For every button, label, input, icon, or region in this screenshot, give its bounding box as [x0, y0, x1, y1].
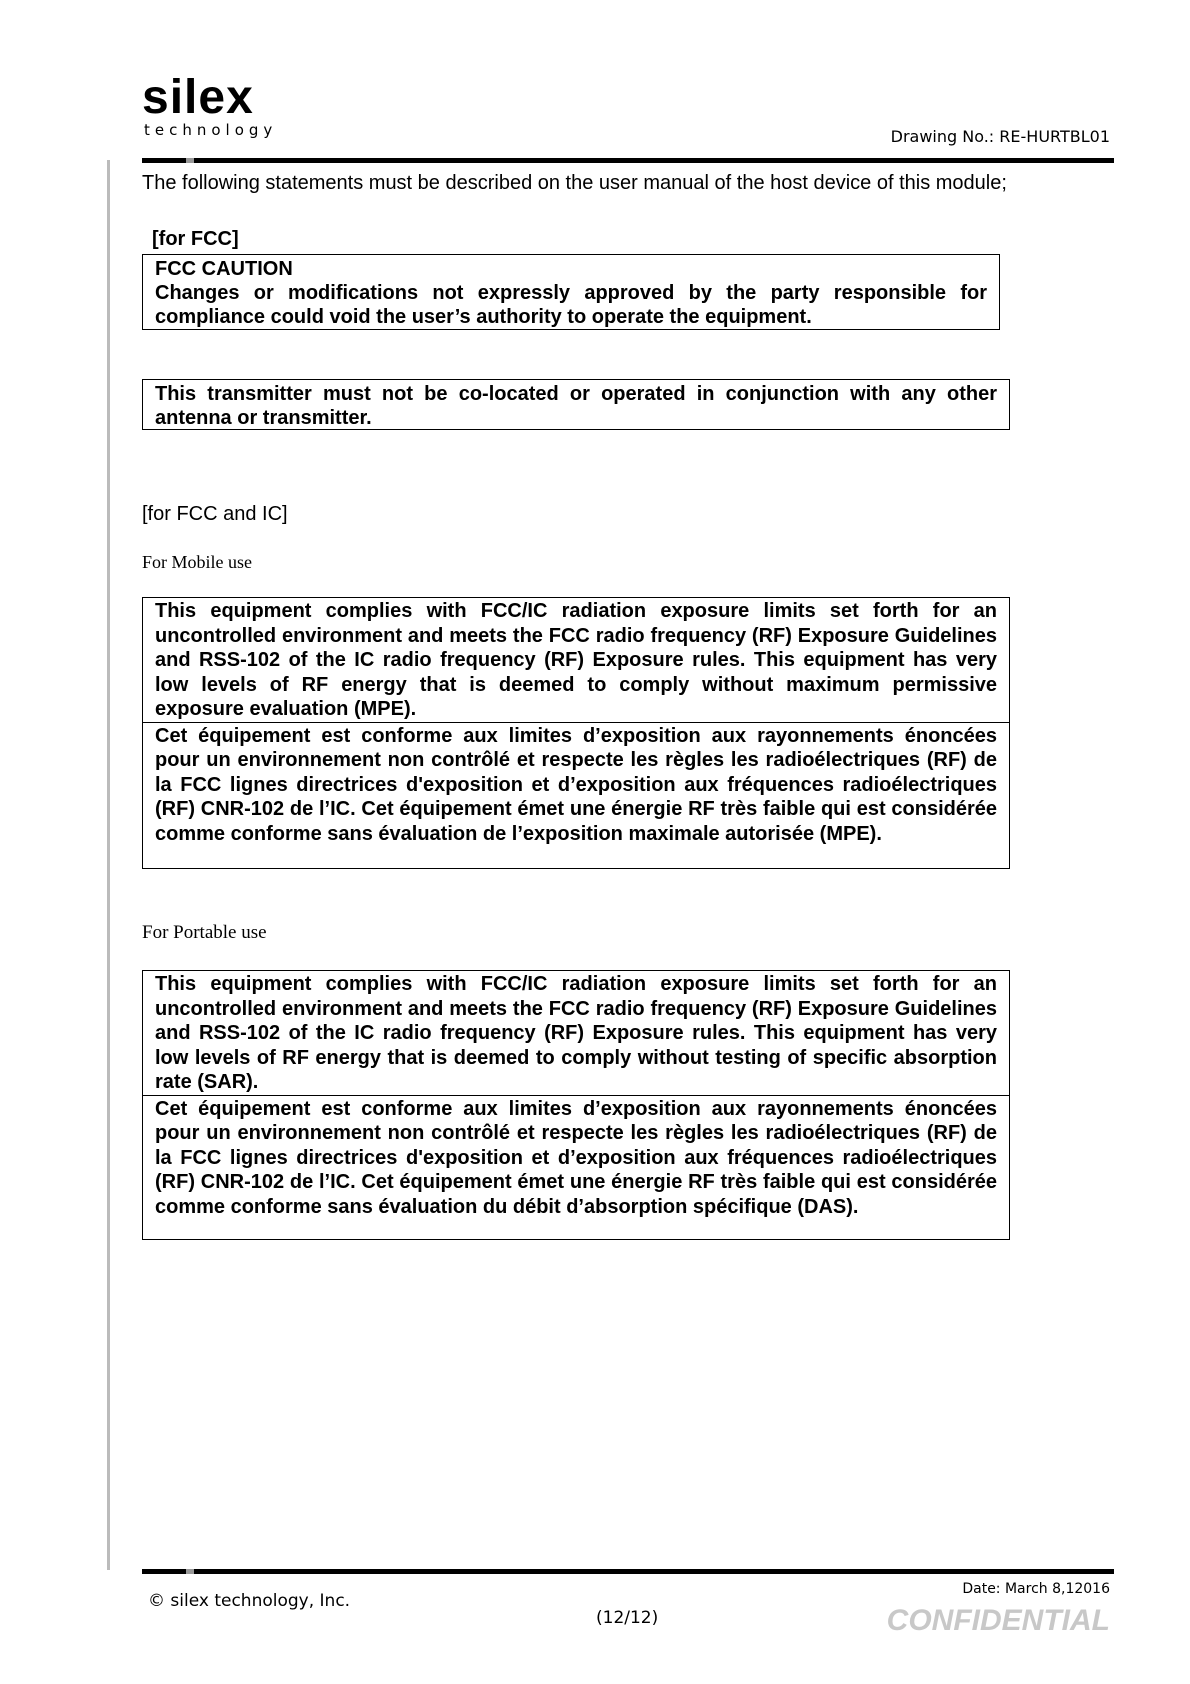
intro-statement: The following statements must be described on the user manual of the host device of this module;	[142, 172, 1007, 194]
mobile-exposure-box	[142, 597, 1010, 869]
portable-english-text: This equipment complies with FCC/IC radiation exposure limits set forth for an uncontrolled environment and meets the FCC radio frequency (RF) Exposure Guidelines and RSS-102 of the IC radio frequency (RF) Exposure rules. This equipment has very low levels of RF energy that is deemed to comply without testing of specific absorption rate (SAR).	[155, 973, 997, 1093]
confidential-mark: CONFIDENTIAL	[886, 1604, 1110, 1637]
portable-use-label: For Portable use	[142, 922, 267, 943]
portable-french-text: Cet équipement est conforme aux limites d’exposition aux rayonnements énoncées pour un environnement non contrôlé et respecte les règles les radioélectriques (RF) de la FCC lignes directrices d'exposition et d’exposition aux fréquences radioélectriques (RF) CNR-102 de l’IC. Cet équipement émet une énergie RF très faible qui est considérée comme conforme sans évaluation du débit d’absorption spécifique (DAS).	[143, 1095, 1009, 1220]
fcc-caution-box	[142, 254, 1000, 330]
footer-rule	[142, 1569, 1114, 1574]
header-rule	[142, 158, 1114, 163]
fcc-ic-heading: [for FCC and IC]	[142, 503, 288, 525]
company-logo-subtitle: technology	[144, 121, 278, 139]
margin-rule	[107, 160, 110, 1570]
mobile-use-label: For Mobile use	[142, 552, 252, 572]
company-logo-word: silex	[142, 71, 254, 124]
fcc-caution-text: Changes or modifications not expressly approved by the party responsible for compliance could void the user’s authority to operate the equipment.	[155, 282, 987, 328]
fcc-heading: [for FCC]	[152, 228, 239, 250]
fcc-caution-title: FCC CAUTION	[155, 258, 293, 280]
colocation-warning-box: This transmitter must not be co-located or operated in conjunction with any other antenna or transmitter.	[142, 379, 1010, 430]
drawing-number: Drawing No.: RE-HURTBL01	[890, 127, 1110, 146]
page-number: (12/12)	[596, 1608, 659, 1628]
portable-exposure-box	[142, 970, 1010, 1240]
mobile-english-text: This equipment complies with FCC/IC radiation exposure limits set forth for an uncontrolled environment and meets the FCC radio frequency (RF) Exposure Guidelines and RSS-102 of the IC radio frequency (RF) Exposure rules. This equipment has very low levels of RF energy that is deemed to comply without maximum permissive exposure evaluation (MPE).	[155, 600, 997, 720]
copyright-text: © silex technology, Inc.	[148, 1591, 351, 1611]
mobile-french-text: Cet équipement est conforme aux limites d’exposition aux rayonnements énoncées pour un environnement non contrôlé et respecte les règles les radioélectriques (RF) de la FCC lignes directrices d'exposition et d’exposition aux fréquences radioélectriques (RF) CNR-102 de l’IC. Cet équipement émet une énergie RF très faible qui est considérée comme conforme sans évaluation de l’exposition maximale autorisée (MPE).	[143, 722, 1009, 847]
document-date: Date: March 8,12016	[962, 1581, 1110, 1597]
